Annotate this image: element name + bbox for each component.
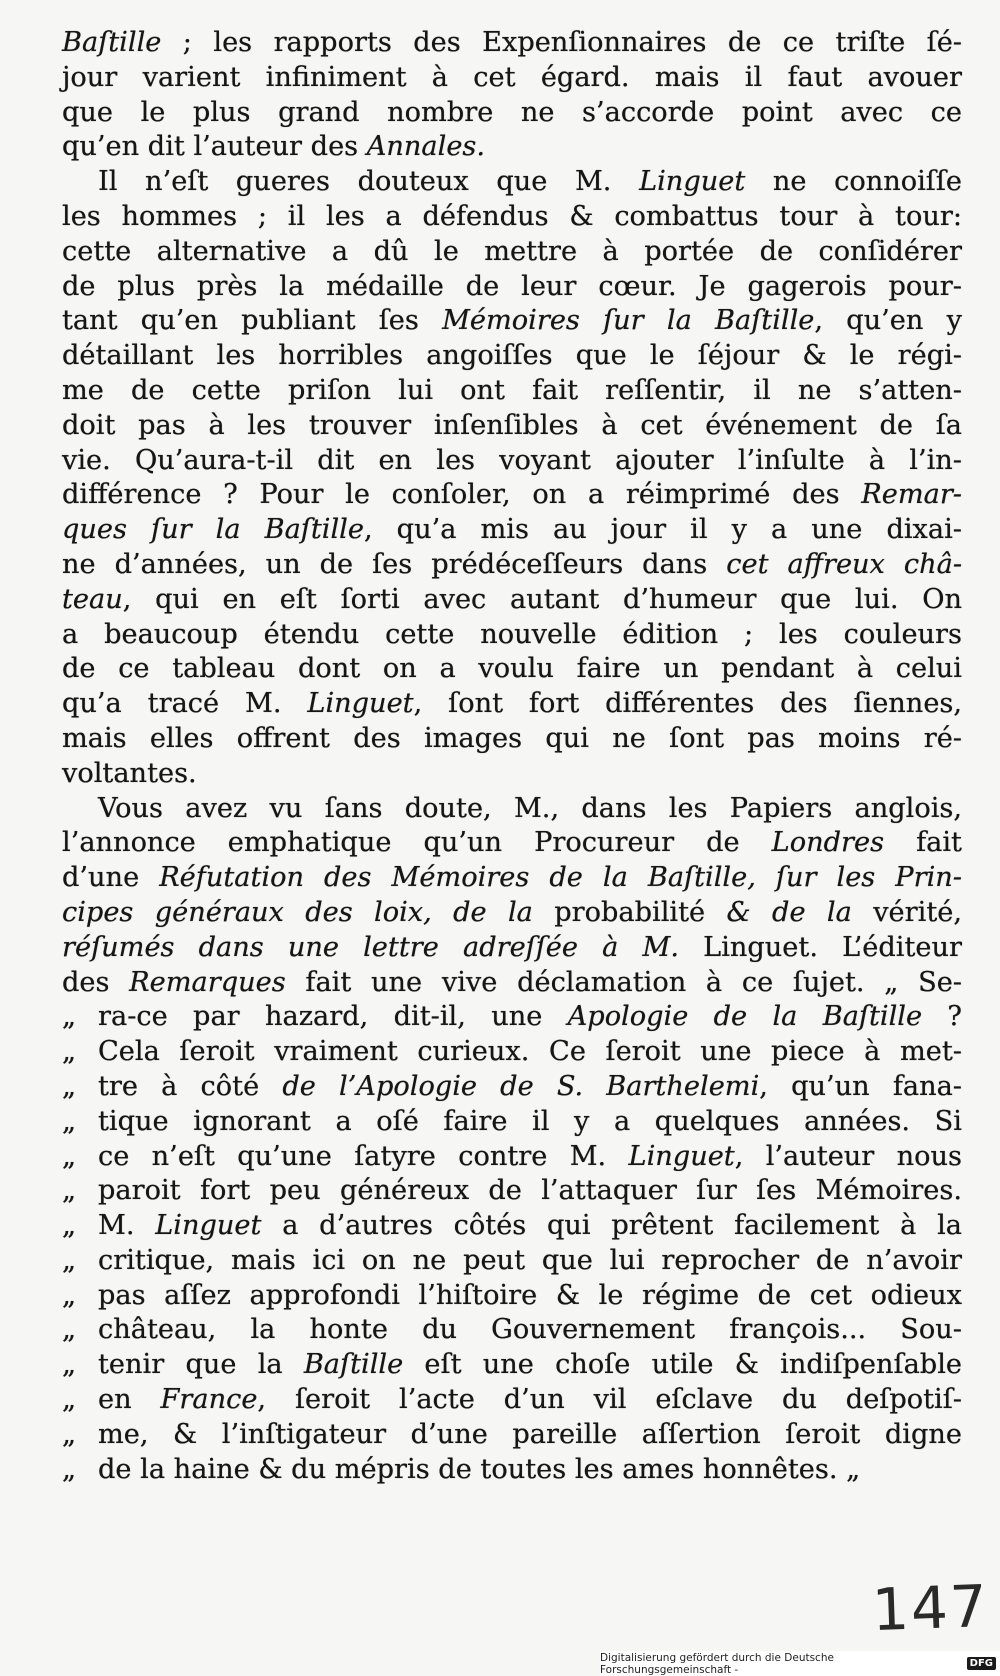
italic-text: cet affreux châ- — [726, 548, 963, 580]
text-run: me de cette priſon lui ont fait reſſentir, il ne s’atten- — [62, 374, 962, 406]
text-run: des — [62, 966, 130, 998]
text-line — [62, 444, 962, 479]
italic-text: Baſtille — [62, 27, 162, 58]
text-run: ce n’eſt qu’une ſatyre contre M. — [98, 1140, 629, 1172]
text-line — [62, 61, 962, 96]
text-run: château, la honte du Gouvernement françois... Sou- — [98, 1314, 962, 1346]
text-line — [62, 1383, 962, 1418]
text-run: Vous avez vu ſans doute, M., dans les Papiers anglois, — [98, 792, 962, 824]
text-line — [62, 339, 962, 374]
text-line — [62, 1244, 962, 1279]
text-run: qu’en dit l’auteur des — [62, 131, 367, 163]
text-run: ne connoiſſe — [745, 166, 962, 198]
quote-mark: „ — [62, 1036, 77, 1068]
quote-mark: „ — [62, 1140, 77, 1172]
text-line — [62, 130, 962, 165]
dfg-logo-icon: DFG — [967, 1657, 996, 1670]
text-line — [62, 96, 962, 131]
text-run: critique, mais ici on ne peut que lui reprocher de n’avoir — [98, 1244, 962, 1276]
italic-text: & de la — [726, 896, 852, 928]
text-run: mais elles offrent des images qui ne ſont pas moins ré- — [62, 722, 962, 754]
text-run: tant qu’en publiant ſes — [62, 305, 443, 337]
digitization-footer — [600, 1651, 1000, 1676]
text-line — [62, 304, 962, 339]
text-run: M. — [98, 1210, 156, 1242]
text-line — [62, 826, 962, 861]
text-line — [62, 1279, 962, 1314]
italic-text: de l’Apologie de S. Barthelemi — [282, 1070, 760, 1102]
text-run: pas aſſez approfondi l’hiſtoire & le régime de cet odieux — [98, 1279, 962, 1311]
text-run: jour varient infiniment à cet égard. mais il faut avouer — [62, 61, 962, 93]
text-run: ; les rapports des Expenſionnaires de ce triſte ſé- — [161, 27, 962, 58]
text-line — [62, 1418, 962, 1453]
text-run: fait — [884, 827, 962, 859]
text-line — [62, 1000, 962, 1035]
text-run: vie. Qu’aura-t-il dit en les voyant ajouter l’inſulte à l’in- — [62, 444, 962, 476]
text-run: différence ? Pour le conſoler, on a réimprimé des — [62, 479, 862, 511]
text-run: eſt une choſe utile & indiſpenſable — [403, 1349, 962, 1381]
quote-mark: „ — [62, 1418, 77, 1450]
quote-mark: „ — [62, 1210, 77, 1242]
text-line — [62, 652, 962, 687]
text-run: de ce tableau dont on a voulu faire un pendant à celui — [62, 653, 962, 685]
text-run: doit pas à les trouver inſenſibles à cet événement de ſa — [62, 409, 962, 441]
quote-mark: „ — [62, 1384, 77, 1416]
text-line — [62, 409, 962, 444]
text-run: , qu’en y — [814, 305, 962, 337]
italic-text: Remarques — [129, 966, 286, 998]
text-run: ra-ce par hazard, dit-il, une — [98, 1001, 568, 1033]
handwritten-page-number: 147 — [870, 1572, 990, 1645]
quote-mark: „ — [62, 1070, 77, 1102]
text-run: les hommes ; il les a défendus & combattus tour à tour: — [62, 200, 962, 232]
text-run: , ſont fort différentes des ſiennes, — [413, 688, 962, 720]
footer-text: Digitalisierung gefördert durch die Deutsche Forschungsgemeinschaft - — [600, 1651, 834, 1676]
text-line — [62, 200, 962, 235]
italic-text: ques ſur la Baſtille — [62, 514, 364, 546]
text-line — [62, 966, 962, 1001]
text-run: cette alternative a dû le mettre à portée de conſidérer — [62, 235, 962, 267]
italic-text: Réfutation des Mémoires de la Baſtille, ſur les Prin- — [159, 862, 962, 894]
text-line — [62, 1348, 962, 1383]
italic-text: France — [160, 1384, 258, 1416]
text-line — [62, 1209, 962, 1244]
text-line — [62, 235, 962, 270]
text-run: probabilité — [532, 896, 727, 928]
text-run: , ſeroit l’acte d’un vil eſclave du deſpotiſ- — [257, 1384, 962, 1416]
text-run: Cela ſeroit vraiment curieux. Ce ſeroit une piece à met- — [98, 1036, 962, 1068]
text-run: tre à côté — [98, 1070, 283, 1102]
quote-mark: „ — [62, 1175, 77, 1207]
text-line — [62, 1140, 962, 1175]
text-line — [62, 270, 962, 305]
text-run: tenir que la — [98, 1349, 304, 1381]
text-run: de la haine & du mépris de toutes les ames honnêtes. „ — [98, 1453, 861, 1485]
text-run: voltantes. — [62, 757, 197, 789]
text-line — [62, 687, 962, 722]
text-line — [62, 374, 962, 409]
quote-mark: „ — [62, 1314, 77, 1346]
italic-text: teau — [62, 583, 123, 615]
text-line — [62, 792, 962, 827]
text-run: de plus près la médaille de leur cœur. Je gagerois pour- — [62, 270, 962, 302]
text-run: ? — [922, 1001, 962, 1033]
text-line — [62, 618, 962, 653]
text-run: ne d’années, un de ſes prédéceſſeurs dans — [62, 548, 727, 580]
text-run: fait une vive déclamation à ce ſujet. „ Se- — [285, 966, 962, 998]
italic-text: réſumés dans une lettre adreſſée à M. — [62, 931, 679, 963]
italic-text: Linguet — [155, 1210, 262, 1242]
italic-text: Linguet — [628, 1140, 735, 1172]
quote-mark: „ — [62, 1001, 77, 1033]
text-run: tique ignorant a oſé faire il y a quelques années. Si — [98, 1105, 962, 1137]
italic-text: Apologie de la Baſtille — [567, 1001, 923, 1033]
text-run: que le plus grand nombre ne s’accorde point avec ce — [62, 96, 962, 128]
italic-text: Linguet — [639, 166, 746, 198]
body-text — [62, 26, 962, 1487]
text-run: , qui en eſt ſorti avec autant d’humeur que lui. On — [122, 583, 962, 615]
text-line — [62, 165, 962, 200]
text-run: qu’a tracé M. — [62, 688, 308, 720]
text-run: Linguet. L’éditeur — [678, 931, 962, 963]
italic-text: Remar- — [861, 479, 962, 511]
text-line — [62, 1313, 962, 1348]
text-line — [62, 583, 962, 618]
quote-mark: „ — [62, 1349, 77, 1381]
italic-text: Londres — [771, 827, 885, 859]
text-line — [62, 931, 962, 966]
text-line — [62, 1174, 962, 1209]
italic-text: cipes généraux des loix, de la — [62, 896, 533, 928]
text-line — [62, 513, 962, 548]
text-run: l’annonce emphatique qu’un Procureur de — [62, 827, 772, 859]
quote-mark: „ — [62, 1453, 77, 1485]
text-line — [62, 478, 962, 513]
text-run: vérité, — [851, 896, 962, 928]
text-line — [62, 1035, 962, 1070]
italic-text: Linguet — [307, 688, 414, 720]
text-run: paroit fort peu généreux de l’attaquer ſur ſes Mémoires. — [98, 1175, 962, 1207]
text-line — [62, 1453, 962, 1488]
text-line — [62, 757, 962, 792]
text-line — [62, 1105, 962, 1140]
text-run: me, & l’inſtigateur d’une pareille aſſertion ſeroit digne — [98, 1418, 962, 1450]
text-line — [62, 861, 962, 896]
text-line — [62, 722, 962, 757]
text-run: en — [98, 1384, 161, 1416]
text-run: détaillant les horribles angoiſſes que le ſéjour & le régi- — [62, 340, 962, 372]
text-run: a beaucoup étendu cette nouvelle édition ; les couleurs — [62, 618, 962, 650]
text-run: , qu’un fana- — [759, 1070, 962, 1102]
quote-mark: „ — [62, 1279, 77, 1311]
text-line — [62, 26, 962, 61]
text-run: d’une — [62, 862, 160, 894]
italic-text: Baſtille — [303, 1349, 404, 1381]
text-run: a d’autres côtés qui prêtent facilement à la — [261, 1210, 962, 1242]
text-line — [62, 896, 962, 931]
text-run: Il n’eſt gueres douteux que M. — [98, 166, 640, 198]
italic-text: Mémoires ſur la Baſtille — [442, 305, 815, 337]
text-line — [62, 1070, 962, 1105]
text-line — [62, 548, 962, 583]
text-run: , l’auteur nous — [734, 1140, 962, 1172]
quote-mark: „ — [62, 1244, 77, 1276]
italic-text: Annales. — [366, 131, 486, 163]
text-run: , qu’a mis au jour il y a une dixai- — [363, 514, 962, 546]
quote-mark: „ — [62, 1105, 77, 1137]
